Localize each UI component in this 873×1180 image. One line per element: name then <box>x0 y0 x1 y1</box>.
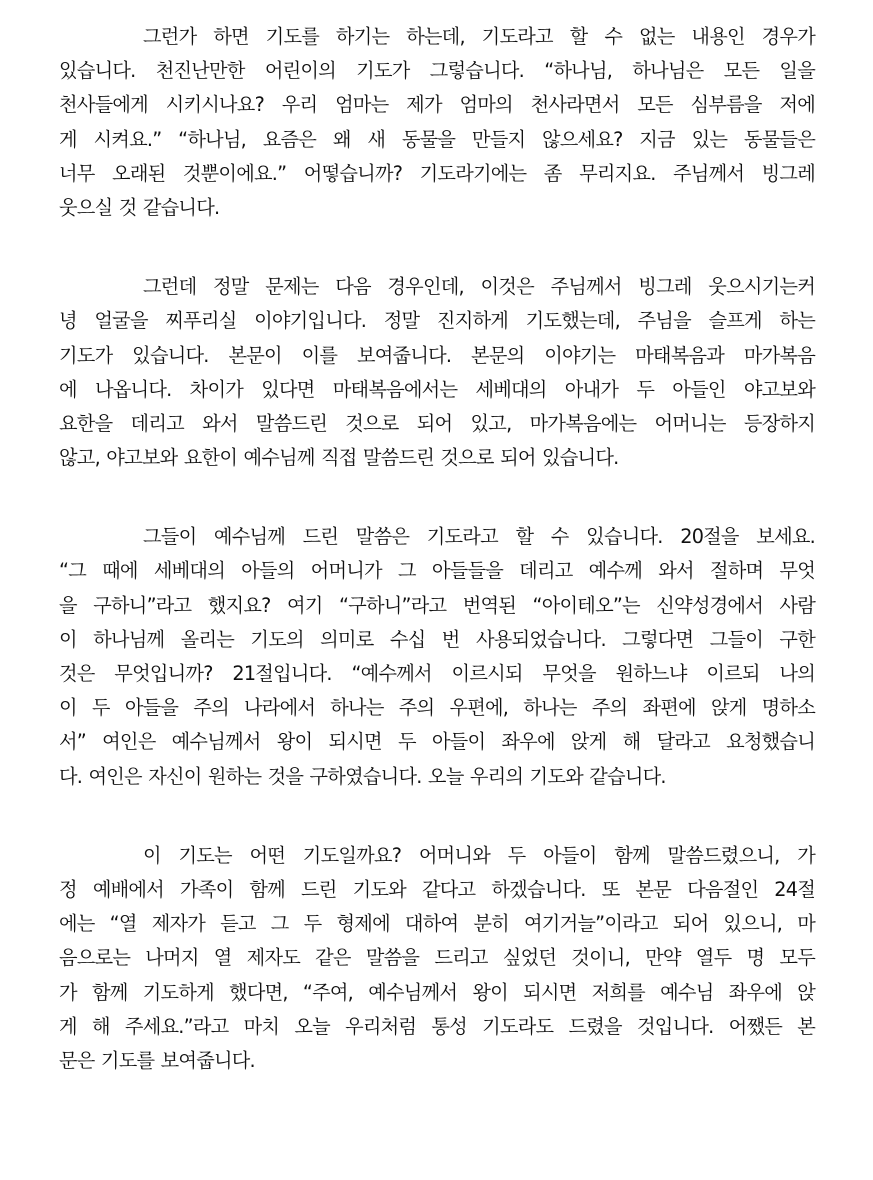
document-page <box>59 20 815 1123</box>
text-line: 에는 “열 제자가 듣고 그 두 형제에 대하여 분히 여기거늘”이라고 되어 있으니, 마 <box>59 912 815 936</box>
text-line: 게 시켜요.” “하나님, 요즘은 왜 새 동물을 만들지 않으세요? 지금 있는 동물들은 <box>59 127 816 151</box>
text-line: 녕 얼굴을 찌푸리실 이야기입니다. 정말 진지하게 기도했는데, 주님을 슬프게 하는 <box>59 309 815 333</box>
text-line: 천사들에게 시키시나요? 우리 엄마는 제가 엄마의 천사라면서 모든 심부름을 저에 <box>59 93 815 117</box>
text-line: 을 구하니”라고 했지요? 여기 “구하니”라고 번역된 “아이테오”는 신약성경에서 사람 <box>59 593 815 617</box>
text-line: 가 함께 기도하게 했다면, “주여, 예수님께서 왕이 되시면 저희를 예수님 좌우에 앉 <box>59 980 815 1004</box>
text-line: 그런데 정말 문제는 다음 경우인데, 이것은 주님께서 빙그레 웃으시기는커 <box>143 275 815 299</box>
text-line: 있습니다. 천진난만한 어린이의 기도가 그렇습니다. “하나님, 하나님은 모든 일을 <box>59 59 815 83</box>
text-line: 에 나옵니다. 차이가 있다면 마태복음에서는 세베대의 아내가 두 아들인 야고보와 <box>59 377 815 401</box>
text-line: 기도가 있습니다. 본문이 이를 보여줍니다. 본문의 이야기는 마태복음과 마가복음 <box>59 343 815 367</box>
paragraph-2 <box>59 270 815 475</box>
paragraph-3 <box>59 520 815 794</box>
text-line: 요한을 데리고 와서 말씀드린 것으로 되어 있고, 마가복음에는 어머니는 등장하지 <box>59 411 815 435</box>
text-line: 음으로는 나머지 열 제자도 같은 말씀을 드리고 싶었던 것이니, 만약 열두 명 모두 <box>59 946 815 970</box>
text-line: 그런가 하면 기도를 하기는 하는데, 기도라고 할 수 없는 내용인 경우가 <box>143 25 815 48</box>
paragraph-1 <box>59 20 815 225</box>
paragraph-4 <box>59 839 815 1078</box>
text-line: 정 예배에서 가족이 함께 드린 기도와 같다고 하겠습니다. 또 본문 다음절인 24절 <box>59 877 815 901</box>
text-line: 너무 오래된 것뿐이에요.” 어떻습니까? 기도라기에는 좀 무리지요. 주님께서 빙그레 <box>59 161 815 185</box>
text-line: 그들이 예수님께 드린 말씀은 기도라고 할 수 있습니다. 20절을 보세요. <box>143 525 815 549</box>
text-line: 문은 기도를 보여줍니다. <box>59 1048 255 1072</box>
text-line: 이 기도는 어떤 기도일까요? 어머니와 두 아들이 함께 말씀드렸으니, 가 <box>143 843 815 867</box>
text-line: 이 하나님께 올리는 기도의 의미로 수십 번 사용되었습니다. 그렇다면 그들이 구한 <box>59 627 815 651</box>
text-line: 것은 무엇입니까? 21절입니다. “예수께서 이르시되 무엇을 원하느냐 이르되 나의 <box>59 662 815 685</box>
text-line: 이 두 아들을 주의 나라에서 하나는 주의 우편에, 하나는 주의 좌편에 앉게 명하소 <box>59 696 815 720</box>
text-line: 게 해 주세요.”라고 마치 오늘 우리처럼 통성 기도라도 드렸을 것입니다. 어쨌든 본 <box>59 1014 815 1038</box>
text-line: 다. 여인은 자신이 원하는 것을 구하였습니다. 오늘 우리의 기도와 같습니다. <box>59 764 666 788</box>
text-line: 않고, 야고보와 요한이 예수님께 직접 말씀드린 것으로 되어 있습니다. <box>59 446 619 470</box>
text-line: 웃으실 것 같습니다. <box>59 195 220 219</box>
text-line: “그 때에 세베대의 아들의 어머니가 그 아들들을 데리고 예수께 와서 절하며 무엇 <box>59 559 815 583</box>
text-line: 서” 여인은 예수님께서 왕이 되시면 두 아들이 좌우에 앉게 해 달라고 요청했습니 <box>59 730 815 754</box>
